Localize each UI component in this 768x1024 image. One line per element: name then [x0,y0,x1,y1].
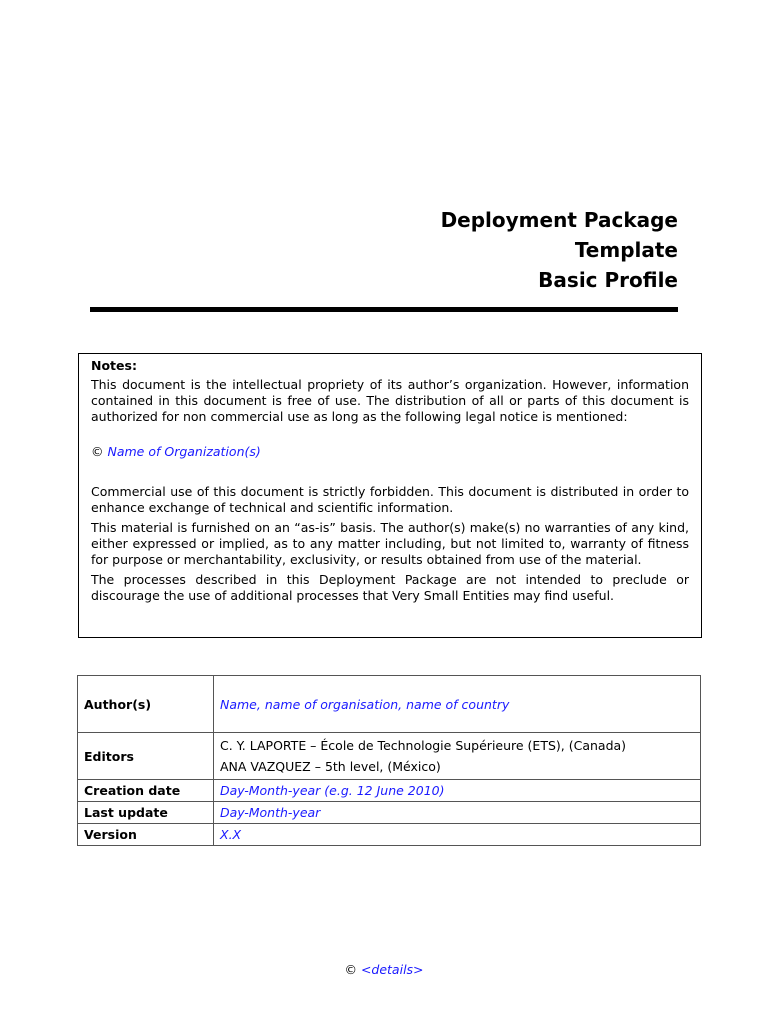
creation-date-value[interactable]: Day-Month-year (e.g. 12 June 2010) [214,780,701,802]
version-value[interactable]: X.X [214,824,701,846]
document-info-table [77,675,701,846]
footer-copyright-symbol: © [344,962,357,977]
notes-paragraph-3: This material is furnished on an “as-is” basis. The author(s) make(s) no warranties of any kind, either expressed or implied, as to any matter including, but not limited to, warranty of fitness for purpose or merchantability, exclusivity, or results obtained from use of the material. [91,520,689,567]
editor-line-1: C. Y. LAPORTE – École de Technologie Supérieure (ETS), (Canada) [220,738,627,753]
table-row [78,824,701,846]
footer-details-placeholder[interactable]: <details> [360,962,424,977]
last-update-value[interactable]: Day-Month-year [214,802,701,824]
creation-date-label: Creation date [78,780,214,802]
copyright-symbol: © [91,444,104,459]
author-value[interactable]: Name, name of organisation, name of country [214,676,701,733]
document-title [441,205,678,295]
table-row [78,780,701,802]
table-row [78,733,701,780]
version-label: Version [78,824,214,846]
editor-line-2: ANA VAZQUEZ – 5th level, (México) [220,759,441,774]
footer [0,962,768,977]
title-line-1: Deployment Package [440,208,678,232]
notes-paragraph-1: This document is the intellectual propriety of its author’s organization. However, information contained in this document is free of use. The distribution of all or parts of this document is authorized for non commercial use as long as the following legal notice is mentioned: [91,377,689,424]
title-line-3: Basic Profile [538,268,678,292]
notes-box [78,353,702,638]
author-label: Author(s) [78,676,214,733]
title-line-2: Template [574,238,678,262]
last-update-label: Last update [78,802,214,824]
table-row [78,802,701,824]
organization-placeholder[interactable]: Name of Organization(s) [107,444,261,459]
copyright-notice [91,444,689,460]
notes-heading: Notes: [91,358,137,373]
editors-label: Editors [78,733,214,780]
editors-value [214,733,701,780]
notes-paragraph-4: The processes described in this Deployment Package are not intended to preclude or discourage the use of additional processes that Very Small Entities may find useful. [91,572,689,603]
title-divider [90,307,678,312]
notes-paragraph-2: Commercial use of this document is strictly forbidden. This document is distributed in order to enhance exchange of technical and scientific information. [91,484,689,515]
table-row [78,676,701,733]
